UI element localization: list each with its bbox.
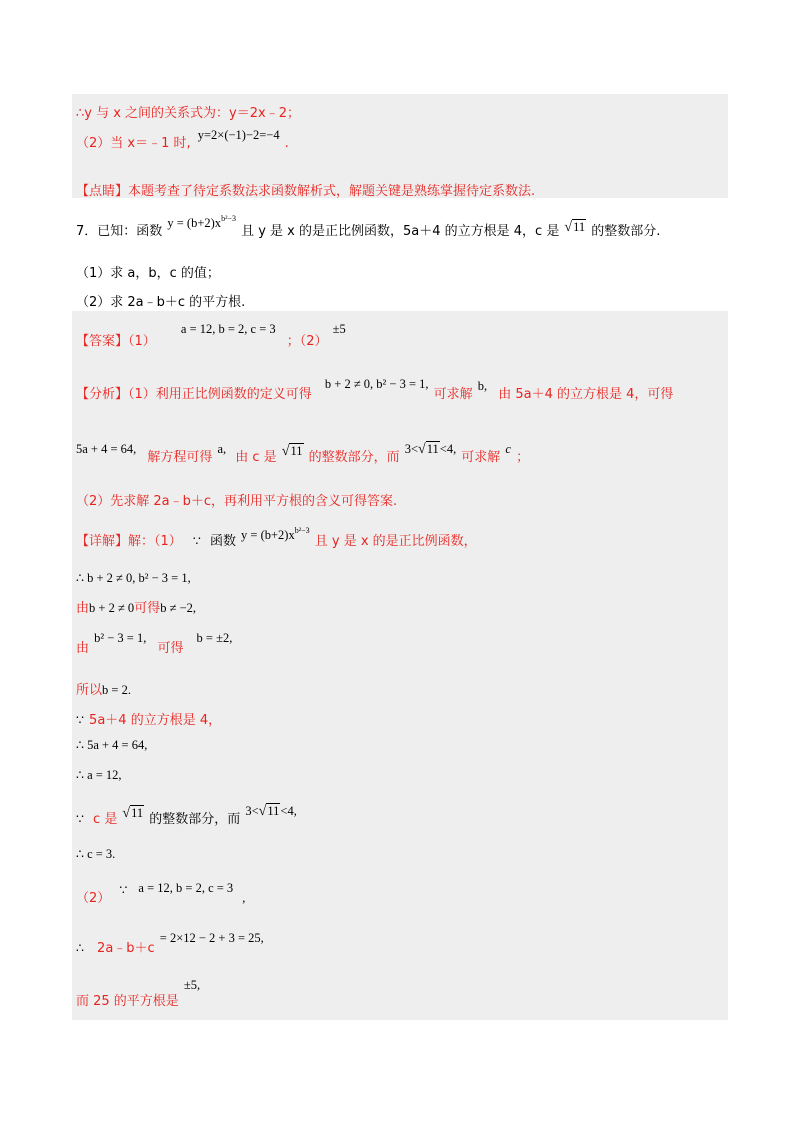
detail-line-3: 由b + 2 ≠ 0可得b ≠ −2,	[76, 601, 196, 616]
analysis-line-3: （2）先求解 2a﹣b＋c，再利用平方根的含义可得答案.	[76, 494, 398, 509]
detail-line-8: ∴ a = 12,	[76, 768, 122, 782]
analysis-line-1: 【分析】（1）利用正比例函数的定义可得 $^{b + 2 \ne 0, b^2 - 3 = 1,}$ 可求解 $^{b,}$ 由 5a＋4 的立方根是 4，可得	[76, 377, 674, 402]
relation-line: ∴y 与 x 之间的关系式为：y＝2x﹣2；	[76, 106, 300, 121]
answer-tag: 【答案】	[76, 334, 129, 349]
question-7: 7．已知：函数 $^{y = (b+2)x^{b^2-3}}$ 且 y 是 x 的是正比例函数，5a＋4 的立方根是 4，c 是 $^{√11}$ 的整数部分.	[76, 214, 661, 239]
detail-line-11: （2） ∵ $^{a = 12, b = 2, c = 3}$ ,	[76, 881, 246, 906]
analysis-line-2: $^{5a + 4 = 64,}$ 解方程可得 $^{a,}$ 由 c 是 $^{√11}$ 的整数部分，而 $^{3<√11<4,}$ 可求解 $^c$ ；	[76, 442, 530, 465]
sqrt-11: √11	[564, 220, 586, 235]
question-7-sub2: （2）求 2a﹣b＋c 的平方根.	[76, 295, 246, 310]
analysis-tag: 【分析】	[76, 387, 129, 402]
detail-line-5: 所以b = 2.	[76, 683, 131, 698]
function-formula: y = (b+2)xb²−3	[167, 214, 236, 230]
sub2-line: （2）当 x＝﹣1 时, $^{y=2\times(-1)-2=-4}$ .	[76, 128, 289, 151]
detail-line-10: ∴ c = 3.	[76, 847, 116, 861]
detail-line-7: ∴ 5a + 4 = 64,	[76, 738, 148, 752]
dianjing-tag: 【点睛】	[76, 184, 129, 199]
detail-line-2: ∴ b + 2 ≠ 0, b² − 3 = 1,	[76, 571, 191, 585]
dianjing-line: 【点睛】本题考查了待定系数法求函数解析式，解题关键是熟练掌握待定系数法.	[76, 184, 536, 199]
detail-line-12: ∴ 2a﹣b＋c $^{= 2\times 12 - 2 + 3 = 25,}$	[76, 931, 264, 956]
answer-line: 【答案】（1） $^{a = 12, b = 2, c = 3}$ ；（2） $^{\pm 5}$	[76, 322, 346, 349]
question-7-sub1: （1）求 a，b，c 的值；	[76, 266, 220, 281]
detail-line-13: 而 25 的平方根是 $^{\pm 5,}$	[76, 978, 201, 1009]
detail-line-1: 【详解】解：（1） ∵ 函数 $^{y = (b+2)x^{b^2-3}}$ 且 y 是 x 的是正比例函数，	[76, 526, 477, 549]
answer-analysis-block	[72, 311, 728, 1020]
detail-line-9: ∵ c 是 $^{√11}$ 的整数部分，而 $^{3<√11<4,}$	[76, 804, 297, 827]
detail-tag: 【详解】	[76, 534, 129, 549]
detail-line-4: 由 $^{b^2 - 3 = 1,}$ 可得 $^{b = \pm 2,}$	[76, 631, 233, 656]
detail-line-6: ∵ 5a＋4 的立方根是 4，	[76, 713, 222, 728]
formula-y: y=2×(−1)−2=−4	[197, 128, 280, 142]
